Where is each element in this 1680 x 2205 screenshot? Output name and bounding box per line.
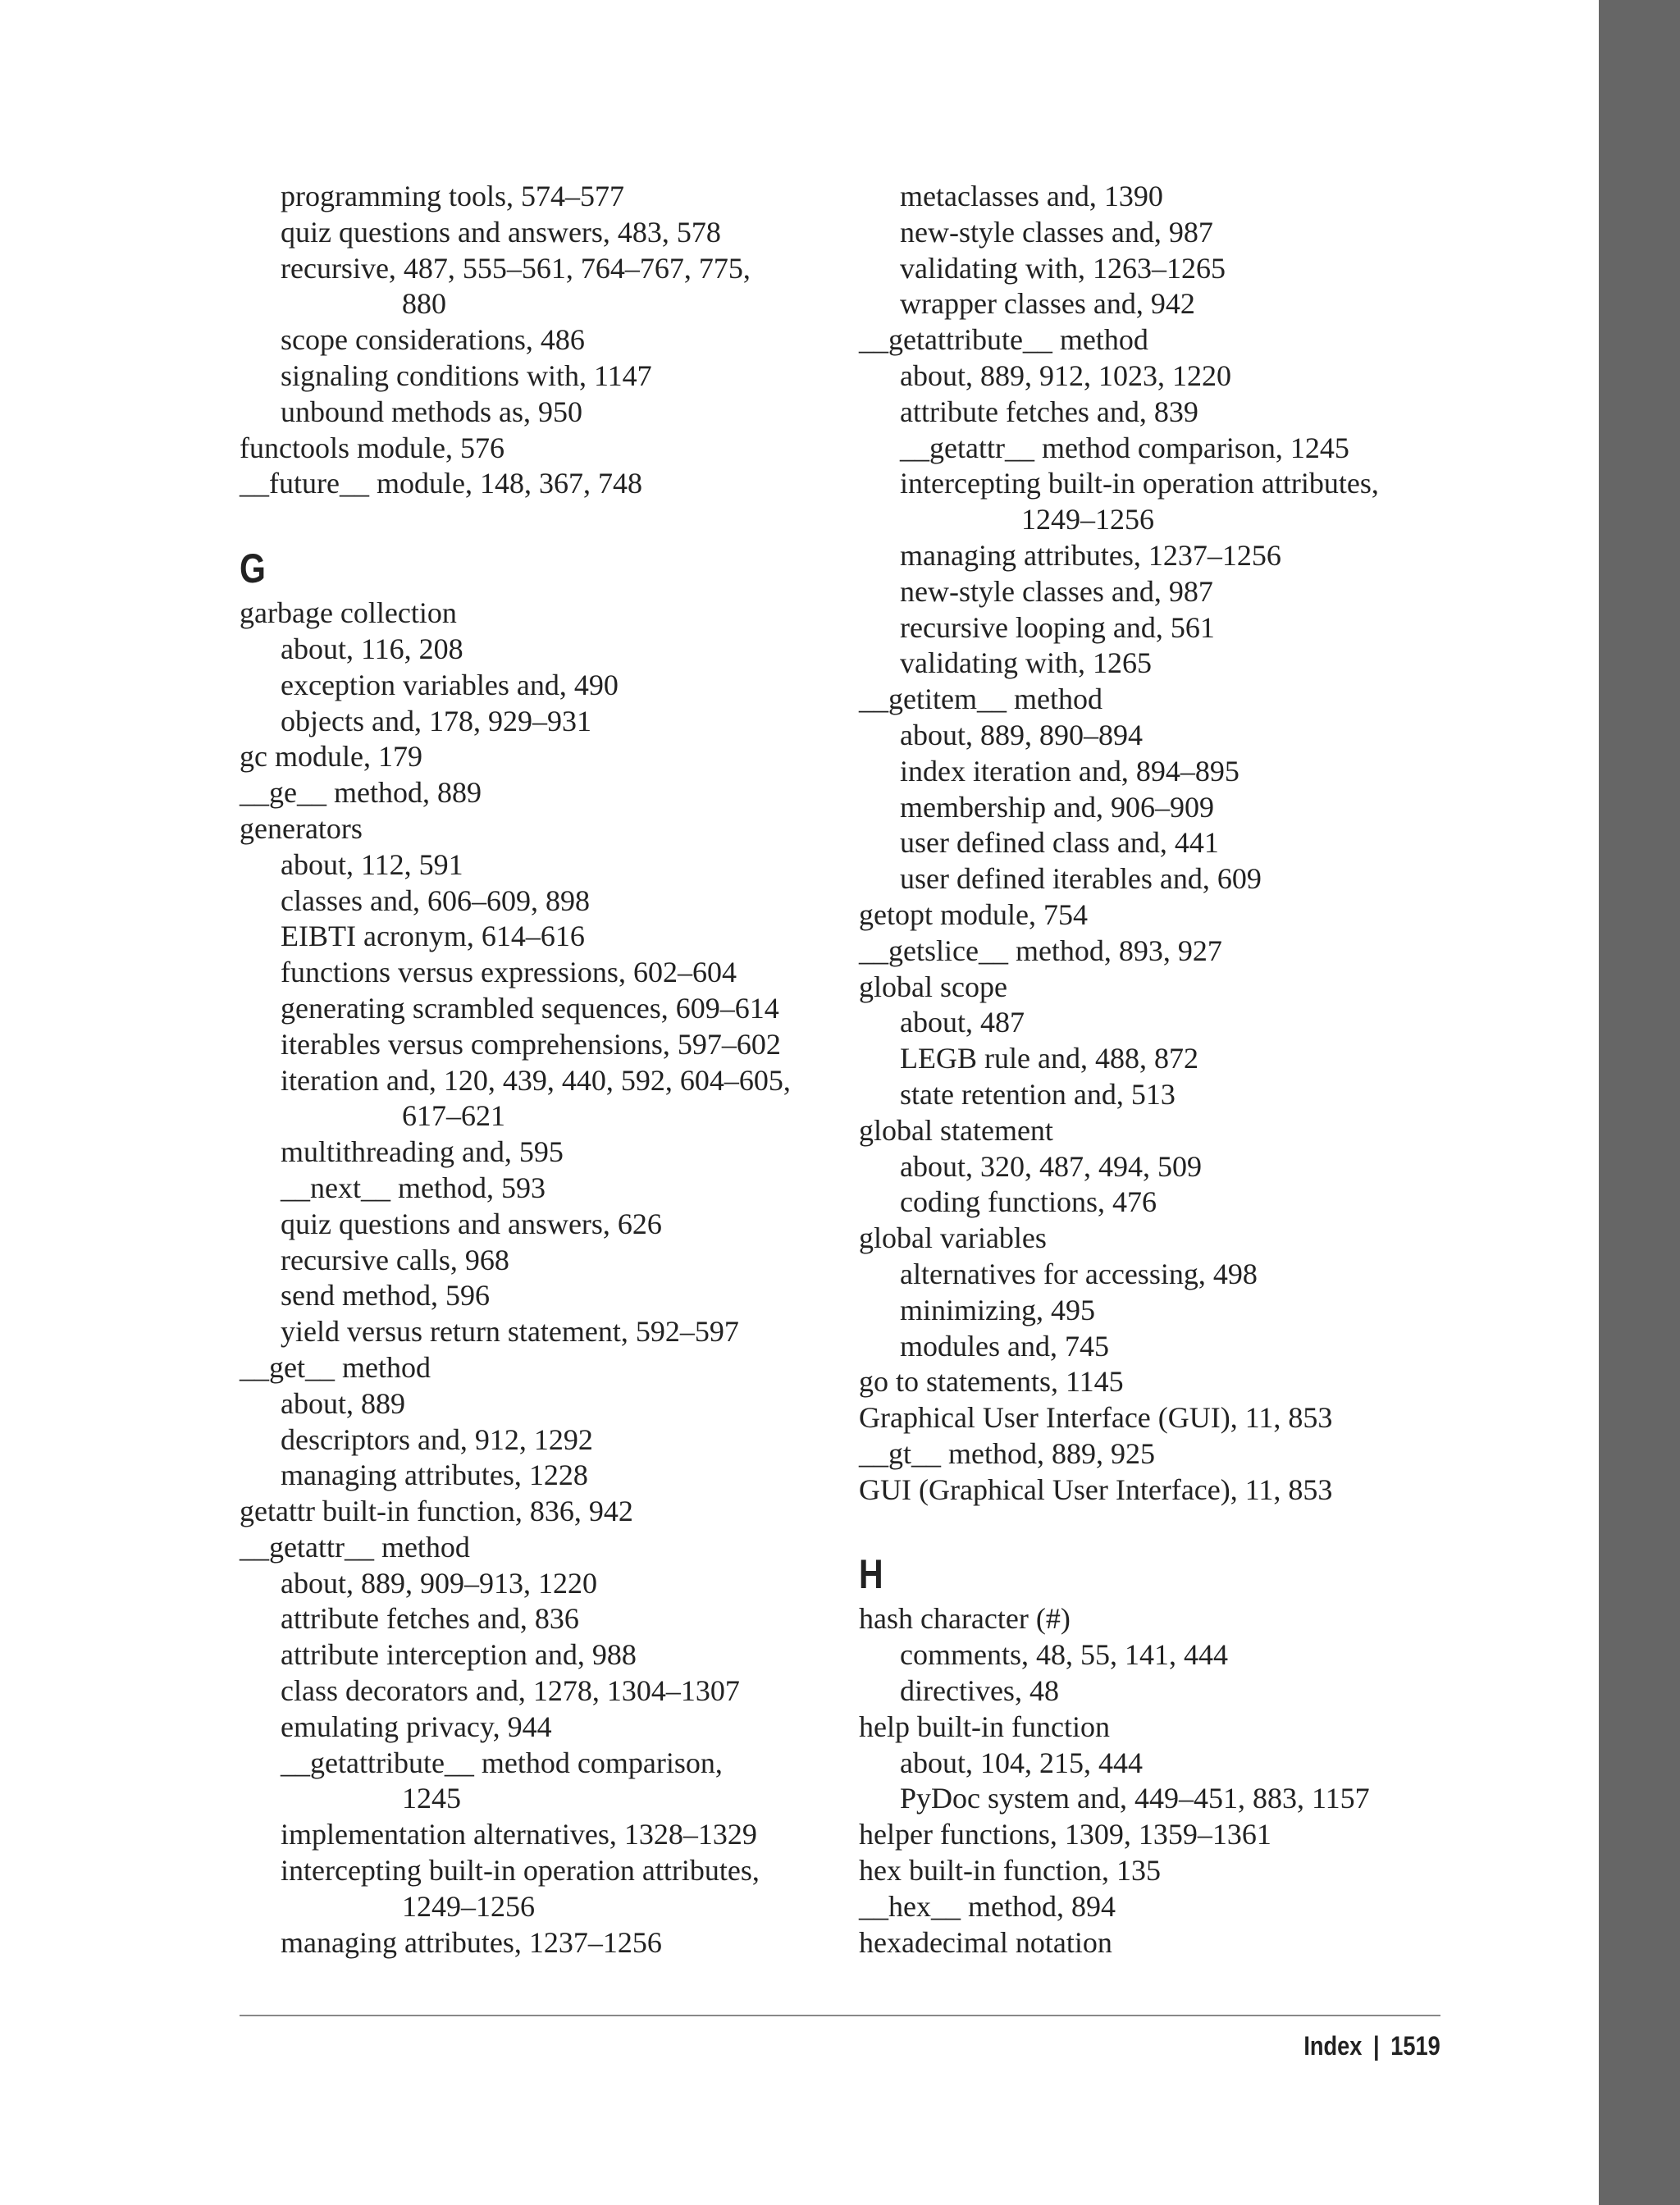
index-subentry: managing attributes, 1237–1256 [900,538,1281,572]
index-subentry: about, 889 [281,1386,405,1420]
index-entry: __ge__ method, 889 [240,776,482,810]
index-subentry: membership and, 906–909 [900,790,1214,824]
index-subentry: managing attributes, 1228 [281,1459,588,1492]
index-column-right [859,179,1466,1961]
index-subentry: intercepting built-in operation attributes, [900,467,1379,500]
index-subentry: exception variables and, 490 [281,668,619,701]
index-entry: __getattr__ method [240,1530,470,1564]
index-subentry: iterables versus comprehensions, 597–602 [281,1027,781,1061]
index-subentry: classes and, 606–609, 898 [281,883,590,917]
footer-separator: | [1373,2031,1380,2061]
index-entry: gc module, 179 [240,740,422,774]
index-subentry: recursive, 487, 555–561, 764–767, 775, [281,251,751,285]
index-entry: hexadecimal notation [859,1925,1112,1959]
index-subentry: 1245 [402,1782,461,1815]
index-subentry: state retention and, 513 [900,1077,1176,1111]
index-subentry: about, 889, 912, 1023, 1220 [900,358,1231,392]
index-entry: global variables [859,1221,1047,1255]
footer-label: Index [1303,2031,1363,2061]
index-entry: go to statements, 1145 [859,1365,1124,1399]
index-subentry: coding functions, 476 [900,1185,1157,1219]
index-entry: __getitem__ method [859,682,1102,716]
index-subentry: multithreading and, 595 [281,1135,564,1169]
index-subentry: minimizing, 495 [900,1293,1095,1326]
index-subentry: quiz questions and answers, 626 [281,1207,662,1240]
index-subentry: unbound methods as, 950 [281,395,582,428]
index-subentry: recursive looping and, 561 [900,610,1215,644]
index-subentry: scope considerations, 486 [281,323,585,357]
index-entry: __gt__ method, 889, 925 [859,1436,1155,1470]
index-subentry: send method, 596 [281,1279,490,1312]
index-entry: global statement [859,1113,1053,1147]
index-subentry: implementation alternatives, 1328–1329 [281,1818,757,1851]
index-entry: __hex__ method, 894 [859,1889,1116,1923]
footer-rule [240,2015,1440,2016]
index-subentry: LEGB rule and, 488, 872 [900,1042,1198,1075]
section-letter: G [240,546,266,592]
section-letter: H [859,1551,883,1598]
index-entry: __get__ method [240,1350,431,1384]
index-entry: hex built-in function, 135 [859,1854,1161,1888]
index-subentry: 880 [402,287,446,321]
index-subentry: about, 889, 909–913, 1220 [281,1566,597,1600]
index-subentry: emulating privacy, 944 [281,1710,552,1743]
index-subentry: about, 112, 591 [281,847,463,881]
page-edge-bar [1599,0,1680,2205]
page-number: 1519 [1390,2031,1440,2061]
index-subentry: __getattr__ method comparison, 1245 [900,431,1349,464]
index-subentry: about, 320, 487, 494, 509 [900,1149,1202,1183]
index-subentry: signaling conditions with, 1147 [281,358,652,392]
index-subentry: attribute interception and, 988 [281,1638,637,1672]
page-footer [1304,2028,1440,2064]
index-subentry: metaclasses and, 1390 [900,180,1163,212]
index-subentry: managing attributes, 1237–1256 [281,1925,662,1959]
index-subentry: 1249–1256 [1021,503,1154,536]
index-subentry: directives, 48 [900,1674,1059,1708]
index-subentry: attribute fetches and, 836 [281,1602,579,1636]
index-subentry: intercepting built-in operation attributes, [281,1854,760,1888]
index-subentry: descriptors and, 912, 1292 [281,1422,593,1456]
index-subentry: __next__ method, 593 [281,1171,546,1204]
index-subentry: user defined class and, 441 [900,826,1219,860]
index-subentry: functions versus expressions, 602–604 [281,956,737,989]
index-column-left [240,179,838,1961]
index-entry: helper functions, 1309, 1359–1361 [859,1818,1271,1851]
index-subentry: alternatives for accessing, 498 [900,1257,1258,1290]
index-subentry: validating with, 1265 [900,646,1152,680]
index-subentry: yield versus return statement, 592–597 [281,1315,739,1349]
index-subentry: user defined iterables and, 609 [900,862,1262,896]
index-entry: GUI (Graphical User Interface), 11, 853 [859,1472,1333,1506]
index-subentry: programming tools, 574–577 [281,180,624,212]
index-entry: __getslice__ method, 893, 927 [859,934,1222,967]
index-subentry: 1249–1256 [402,1889,535,1923]
index-entry: hash character (#) [859,1602,1071,1636]
index-subentry: comments, 48, 55, 141, 444 [900,1638,1228,1672]
index-subentry: quiz questions and answers, 483, 578 [281,215,721,249]
index-entry: Graphical User Interface (GUI), 11, 853 [859,1401,1333,1435]
index-subentry: about, 889, 890–894 [900,718,1143,751]
index-entry: help built-in function [859,1710,1110,1743]
index-subentry: generating scrambled sequences, 609–614 [281,991,779,1025]
index-subentry: objects and, 178, 929–931 [281,704,591,737]
index-subentry: recursive calls, 968 [281,1243,509,1276]
index-entry: global scope [859,970,1007,1003]
index-subentry: __getattribute__ method comparison, [281,1746,723,1779]
index-subentry: modules and, 745 [900,1329,1109,1363]
index-subentry: iteration and, 120, 439, 440, 592, 604–605, [281,1063,791,1097]
index-subentry: attribute fetches and, 839 [900,395,1198,428]
index-entry: __getattribute__ method [859,323,1148,357]
index-entry: functools module, 576 [240,431,504,464]
index-subentry: new-style classes and, 987 [900,215,1213,249]
index-subentry: about, 116, 208 [281,632,463,665]
index-entry: generators [240,811,363,845]
index-subentry: EIBTI acronym, 614–616 [281,920,585,953]
index-subentry: wrapper classes and, 942 [900,287,1195,321]
index-entry: __future__ module, 148, 367, 748 [240,467,642,500]
index-subentry: validating with, 1263–1265 [900,251,1226,285]
index-entry: garbage collection [240,596,457,630]
index-subentry: index iteration and, 894–895 [900,754,1239,788]
index-subentry: about, 487 [900,1006,1025,1039]
index-subentry: new-style classes and, 987 [900,574,1213,608]
index-entry: getattr built-in function, 836, 942 [240,1495,633,1528]
index-subentry: class decorators and, 1278, 1304–1307 [281,1674,740,1708]
index-subentry: 617–621 [402,1099,505,1133]
index-subentry: PyDoc system and, 449–451, 883, 1157 [900,1782,1370,1815]
index-subentry: about, 104, 215, 444 [900,1746,1143,1779]
index-entry: getopt module, 754 [859,897,1088,931]
